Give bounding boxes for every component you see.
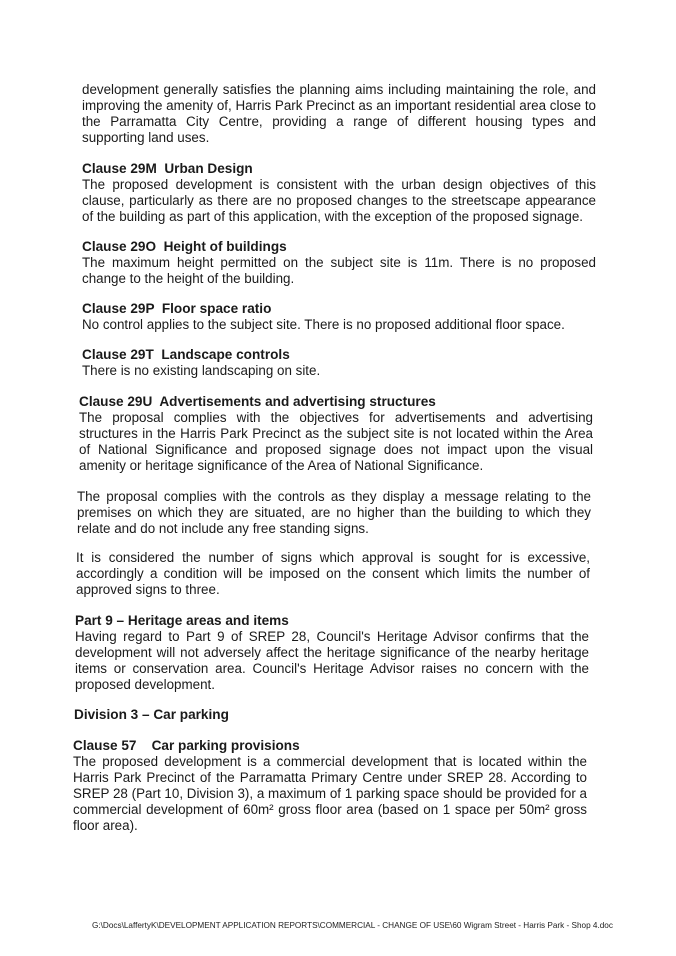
part-9-section: [75, 613, 589, 693]
clause-29t-section: [82, 347, 596, 379]
clause-29m-heading: Clause 29M Urban Design: [82, 161, 253, 176]
clause-29p-heading: Clause 29P Floor space ratio: [82, 301, 272, 316]
clause-57-section: [73, 738, 587, 834]
clause-29u-controls: [77, 489, 591, 537]
part-9-heading: Part 9 – Heritage areas and items: [75, 613, 289, 628]
clause-29u-body-2: The proposal complies with the controls as they display a message relating to the premises on which they are situated, are no higher than the building to which they relate and do not include any free standing signs.: [77, 489, 591, 536]
intro-section: [82, 82, 596, 146]
clause-57-heading: Clause 57 Car parking provisions: [73, 738, 300, 753]
clause-29u-body-3: It is considered the number of signs which approval is sought for is excessive, accordingly a condition will be imposed on the consent which limits the number of approved signs to three.: [76, 550, 590, 597]
clause-29m-body: The proposed development is consistent with the urban design objectives of this clause, particularly as there are no proposed changes to the streetscape appearance of the building as part of this application, with the exception of the proposed signage.: [82, 177, 596, 224]
clause-29u-signs: [76, 550, 590, 598]
division-3-section: [74, 707, 588, 723]
clause-57-body: The proposed development is a commercial development that is located within the Harris Park Precinct of the Parramatta Primary Centre under SREP 28. According to SREP 28 (Part 10, Division 3), a maximum of 1 parking space should be provided for a commercial development of 60m² gross floor area (based on 1 space per 50m² gross floor area).: [73, 754, 587, 833]
file-path-footer: G:\Docs\LaffertyK\DEVELOPMENT APPLICATION REPORTS\COMMERCIAL - CHANGE OF USE\60 Wigram Street - Harris Park - Shop 4.doc: [92, 921, 613, 930]
clause-29u-section: [79, 394, 593, 474]
clause-29t-body: There is no existing landscaping on site.: [82, 363, 321, 378]
clause-29p-section: [82, 301, 596, 333]
clause-29u-body-1: The proposal complies with the objectives for advertisements and advertising structures in the Harris Park Precinct as the subject site is not located within the Area of National Significance and proposed signage does not impact upon the visual amenity or heritage significance of the Area of National Significance.: [79, 410, 593, 473]
clause-29t-heading: Clause 29T Landscape controls: [82, 347, 290, 362]
clause-29m-section: [82, 161, 596, 225]
intro-paragraph: development generally satisfies the planning aims including maintaining the role, and improving the amenity of, Harris Park Precinct as an important residential area close to the Parramatta City Centre, providing a range of different housing types and supporting land uses.: [82, 82, 596, 145]
division-3-heading: Division 3 – Car parking: [74, 707, 229, 722]
clause-29o-body: The maximum height permitted on the subject site is 11m. There is no proposed change to the height of the building.: [82, 255, 596, 286]
clause-29o-heading: Clause 29O Height of buildings: [82, 239, 287, 254]
clause-29p-body: No control applies to the subject site. There is no proposed additional floor space.: [82, 317, 565, 332]
clause-29o-section: [82, 239, 596, 287]
part-9-body: Having regard to Part 9 of SREP 28, Council's Heritage Advisor confirms that the development will not adversely affect the heritage significance of the nearby heritage items or conservation area. Council's Heritage Advisor raises no concern with the proposed development.: [75, 629, 589, 692]
clause-29u-heading: Clause 29U Advertisements and advertising structures: [79, 394, 436, 409]
